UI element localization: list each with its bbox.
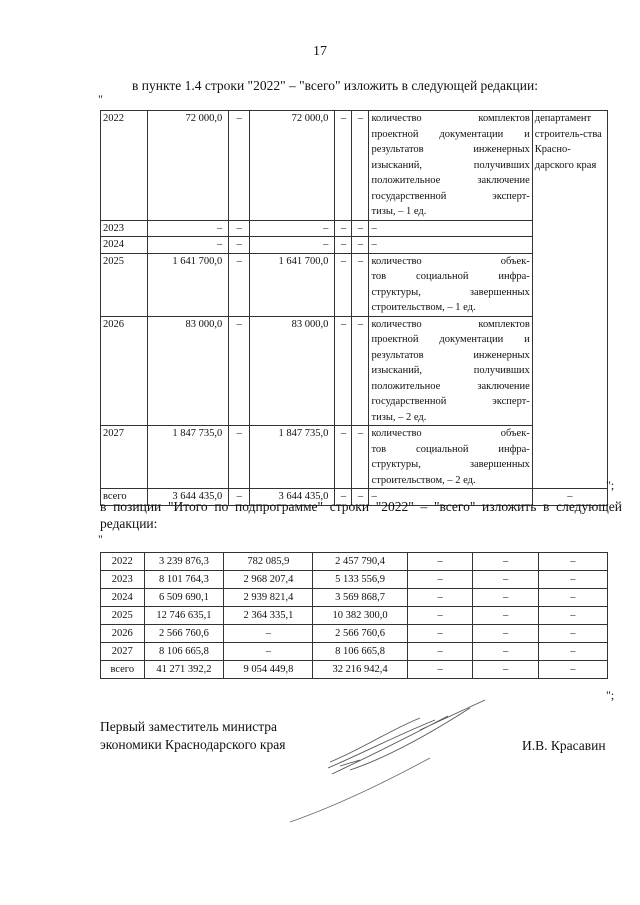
col-4-cell: –	[407, 553, 473, 571]
col-3-cell: 5 133 556,9	[313, 571, 407, 589]
total-cell: 8 106 665,8	[144, 643, 224, 661]
table-1	[100, 110, 608, 506]
total-cell: 8 101 764,3	[144, 571, 224, 589]
col-6-cell: –	[538, 553, 607, 571]
col-4-cell: –	[407, 625, 473, 643]
col-5-cell: –	[473, 661, 539, 679]
result-cell	[369, 316, 532, 426]
col-5-cell: –	[473, 643, 539, 661]
result-line: тов социальной инфра-	[371, 271, 530, 282]
year-cell: 2026	[101, 625, 145, 643]
col-4-cell: –	[407, 661, 473, 679]
table-1-row	[101, 237, 608, 254]
col-4-cell: –	[335, 111, 352, 221]
col-4-cell: –	[335, 489, 352, 506]
result-cell	[369, 237, 532, 254]
table-1-row	[101, 253, 608, 316]
result-line: –	[371, 491, 377, 502]
year-cell: 2024	[101, 589, 145, 607]
result-cell	[369, 253, 532, 316]
col-2-cell: 782 085,9	[224, 553, 313, 571]
table-1-row	[101, 316, 608, 426]
year-cell: 2026	[101, 316, 148, 426]
instruction-1: в пункте 1.4 строки "2022" – "всего" изложить в следующей редакции:	[132, 78, 538, 93]
col-4-cell: –	[335, 253, 352, 316]
total-cell: 72 000,0	[148, 111, 229, 221]
total-cell: 12 746 635,1	[144, 607, 224, 625]
table-1-row	[101, 111, 608, 221]
opening-quote-1: "	[98, 92, 103, 106]
total-cell: 3 239 876,3	[144, 553, 224, 571]
col-2-cell: –	[224, 643, 313, 661]
col-3-cell: 3 644 435,0	[250, 489, 335, 506]
closing-quote-2: ";	[606, 688, 615, 702]
opening-quote-2: "	[98, 532, 103, 546]
col-2-cell: –	[229, 220, 250, 237]
year-cell: 2023	[101, 220, 148, 237]
col-5-cell: –	[352, 253, 369, 316]
signer-title-line-1: Первый заместитель министра	[100, 719, 278, 734]
table-1-row	[101, 220, 608, 237]
col-6-cell: –	[538, 607, 607, 625]
result-line: –	[371, 239, 377, 250]
result-line: количество комплектов	[371, 113, 530, 124]
col-6-cell: –	[538, 571, 607, 589]
col-5-cell: –	[473, 553, 539, 571]
result-line: тов социальной инфра-	[371, 443, 530, 455]
col-3-cell: 2 566 760,6	[313, 625, 407, 643]
col-3-cell: 83 000,0	[250, 316, 335, 426]
table-2-row	[101, 661, 608, 679]
result-line: строительством, – 1 ед.	[371, 302, 476, 313]
col-2-cell: –	[229, 237, 250, 254]
col-5-cell: –	[473, 589, 539, 607]
col-3-cell: 2 457 790,4	[313, 553, 407, 571]
result-line: проектной документации и	[371, 128, 530, 140]
col-2-cell: –	[229, 111, 250, 221]
col-4-cell: –	[335, 237, 352, 254]
year-cell: 2025	[101, 607, 145, 625]
result-line: количество объек-	[371, 255, 530, 267]
col-3-cell: 72 000,0	[250, 111, 335, 221]
result-line: тизы, – 2 ед.	[371, 411, 427, 423]
page-number: 17	[313, 44, 327, 59]
total-cell: –	[148, 220, 229, 237]
col-6-cell: –	[538, 661, 607, 679]
signer-title-line-2: экономики Краснодарского края	[100, 737, 286, 752]
col-2-cell: –	[229, 253, 250, 316]
year-cell: 2025	[101, 253, 148, 316]
table-2-row	[101, 589, 608, 607]
col-2-cell: –	[229, 489, 250, 506]
total-cell: 83 000,0	[148, 316, 229, 426]
col-5-cell: –	[352, 489, 369, 506]
col-3-cell: 32 216 942,4	[313, 661, 407, 679]
table-2-row	[101, 643, 608, 661]
col-2-cell: –	[229, 426, 250, 489]
col-2-cell: 2 968 207,4	[224, 571, 313, 589]
result-line: результатов инженерных	[371, 144, 530, 155]
result-line: тизы, – 1 ед.	[371, 206, 427, 217]
total-cell: 3 644 435,0	[148, 489, 229, 506]
col-6-cell: –	[538, 643, 607, 661]
result-line: государственной эксперт-	[371, 396, 530, 407]
col-4-cell: –	[407, 643, 473, 661]
year-cell: 2022	[101, 553, 145, 571]
col-2-cell: 2 364 335,1	[224, 607, 313, 625]
result-line: результатов инженерных	[371, 349, 530, 361]
col-4-cell: –	[407, 589, 473, 607]
result-cell	[369, 220, 532, 237]
col-5-cell: –	[352, 316, 369, 426]
table-2-row	[101, 607, 608, 625]
table-2-row	[101, 625, 608, 643]
result-line: положительное заключение	[371, 380, 530, 392]
total-cell: 2 566 760,6	[144, 625, 224, 643]
col-5-cell: –	[473, 571, 539, 589]
col-3-cell: 1 641 700,0	[250, 253, 335, 316]
closing-quote-1: ";	[606, 478, 615, 492]
table-2-row	[101, 553, 608, 571]
result-line: проектной документации и	[371, 334, 530, 345]
result-line: структуры, завершенных	[371, 286, 530, 298]
year-cell: всего	[101, 661, 145, 679]
year-cell: 2027	[101, 643, 145, 661]
year-cell: всего	[101, 489, 148, 506]
result-line: изысканий, получивших	[371, 159, 530, 171]
col-5-cell: –	[473, 625, 539, 643]
department-cell: департамент строитель-ства Красно-дарского края	[532, 111, 607, 489]
col-5-cell: –	[352, 220, 369, 237]
result-line: строительством, – 2 ед.	[371, 474, 476, 486]
col-2-cell: 2 939 821,4	[224, 589, 313, 607]
col-6-cell: –	[538, 589, 607, 607]
col-3-cell: –	[250, 237, 335, 254]
table-1-row	[101, 426, 608, 489]
col-4-cell: –	[335, 316, 352, 426]
instruction-2: в позиции "Итого по подпрограмме" строки "2022" – "всего" изложить в следующей редакции:	[100, 499, 622, 531]
total-cell: 41 271 392,2	[144, 661, 224, 679]
col-3-cell: –	[250, 220, 335, 237]
year-cell: 2024	[101, 237, 148, 254]
col-2-cell: –	[229, 316, 250, 426]
table-2-row	[101, 571, 608, 589]
col-4-cell: –	[407, 607, 473, 625]
table-2	[100, 552, 608, 679]
result-line: государственной эксперт-	[371, 190, 530, 202]
result-line: –	[371, 222, 377, 234]
col-5-cell: –	[473, 607, 539, 625]
handwritten-signature	[270, 690, 510, 830]
total-cell: 1 847 735,0	[148, 426, 229, 489]
col-5-cell: –	[352, 111, 369, 221]
col-4-cell: –	[335, 220, 352, 237]
result-cell	[369, 111, 532, 221]
total-cell: –	[148, 237, 229, 254]
col-2-cell: –	[224, 625, 313, 643]
result-line: количество комплектов	[371, 318, 530, 330]
col-3-cell: 10 382 300,0	[313, 607, 407, 625]
year-cell: 2022	[101, 111, 148, 221]
col-3-cell: 1 847 735,0	[250, 426, 335, 489]
year-cell: 2027	[101, 426, 148, 489]
col-2-cell: 9 054 449,8	[224, 661, 313, 679]
col-5-cell: –	[352, 426, 369, 489]
col-5-cell: –	[352, 237, 369, 254]
signer-name: И.В. Красавин	[522, 738, 606, 753]
result-line: положительное заключение	[371, 175, 530, 186]
department-total-cell: –	[532, 489, 607, 506]
col-4-cell: –	[335, 426, 352, 489]
signer-title	[100, 718, 285, 754]
result-cell	[369, 426, 532, 489]
result-line: структуры, завершенных	[371, 459, 530, 470]
total-cell: 1 641 700,0	[148, 253, 229, 316]
result-line: изысканий, получивших	[371, 365, 530, 376]
col-3-cell: 3 569 868,7	[313, 589, 407, 607]
total-cell: 6 509 690,1	[144, 589, 224, 607]
col-3-cell: 8 106 665,8	[313, 643, 407, 661]
result-line: количество объек-	[371, 428, 530, 439]
col-4-cell: –	[407, 571, 473, 589]
col-6-cell: –	[538, 625, 607, 643]
year-cell: 2023	[101, 571, 145, 589]
